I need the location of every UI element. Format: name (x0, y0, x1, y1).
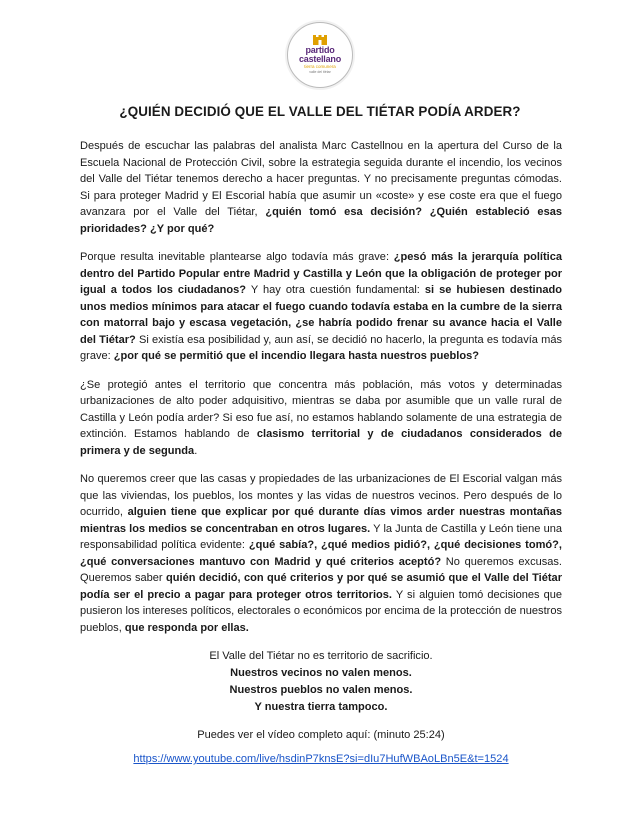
p3-bold-b: clasismo territorial y de ciudadanos considerados de primera y de segunda (80, 428, 562, 457)
p4-text-e: No queremos excusas. Queremos saber (80, 555, 562, 584)
logo-line-3: tierra comunera (304, 64, 336, 69)
video-link[interactable]: https://www.youtube.com/live/hsdinP7knsE?si=dIu7HufWBAoLBn5E&t=1524 (133, 753, 509, 765)
p2-bold-f: ¿por qué se permitió que el incendio llegara hasta nuestros pueblos? (113, 350, 480, 362)
closing-line-4: Y nuestra tierra tampoco. (254, 701, 388, 713)
p4-text-g: Y si alguien tomó decisiones que pusieron los intereses políticos, electorales o económicos por encima de la protección de nuestros pueblos, (80, 588, 562, 634)
logo-line-4: valle del tiétar (309, 70, 331, 74)
p4-bold-h: que responda por ellas. (124, 621, 249, 634)
p3-text-c: . (194, 444, 198, 457)
p2-text-c: Y hay otra cuestión fundamental: (246, 284, 425, 296)
p4-text-c: Y la Junta de Castilla y León tiene una responsabilidad política evidente: (80, 522, 562, 551)
p1-text: Después de escuchar las palabras del analista Marc Castellnou en la apertura del Curso de la Escuela Nacional de Protección Civil, sobre la estrategia seguida durante el incendio, los vecinos del Valle del Tiétar tenemos derecho a hacer preguntas. Y no precisamente preguntas cómodas. Si para proteger Madrid y El Escorial había que asumir un «coste» y ese coste era que el fuego avanzara por el Valle del Tiétar, (80, 140, 562, 218)
p4-bold-f: quién decidió, con qué criterios y por qué se asumió que el Valle del Tiétar podía ser el precio a pagar para proteger otros territorios. (80, 572, 562, 601)
p4-text-a: No queremos creer que las casas y propiedades de las urbanizaciones de El Escorial valgan más que las viviendas, los pueblos, los montes y las vidas de nuestros vecinos. Pero después de lo ocurrido, (80, 473, 562, 518)
p2-bold-b: ¿pesó más la jerarquía política dentro del Partido Popular entre Madrid y Castilla y León que la obligación de proteger por igual a todos los ciudadanos? (80, 251, 562, 296)
paragraph-4 (80, 471, 562, 636)
paragraph-1 (80, 138, 562, 237)
p4-bold-b: alguien tiene que explicar por qué durante días vimos arder nuestras montañas mientras los medios se concentraban en otros lugares. (80, 506, 562, 535)
closing-line-2: Nuestros vecinos no valen menos. (230, 667, 412, 679)
closing-statement (80, 648, 562, 716)
p3-text-a: ¿Se protegió antes el territorio que concentra más población, más votos y determinadas urbanizaciones de alto poder adquisitivo, mientras se daba por asumible que un valle rural de Castilla y León podía arder? Si eso fue así, no estamos hablando solamente de una estrategia de extinción. Estamos hablando de (80, 378, 562, 440)
p2-text-a: Porque resulta inevitable plantearse algo todavía más grave: (80, 251, 394, 263)
logo-line-2: castellano (298, 54, 342, 64)
p2-bold-d: si se hubiesen destinado unos medios mínimos para atacar el fuego cuando todavía estaba en la cumbre de la sierra con matorral bajo y escasa vegetación, ¿se habría podido frenar su avance hacia el Valle del Tiétar? (80, 284, 563, 346)
document-body (80, 138, 562, 765)
document-title: ¿QUIÉN DECIDIÓ QUE EL VALLE DEL TIÉTAR PODÍA ARDER? (119, 104, 521, 119)
p4-bold-d: ¿qué sabía?, ¿qué medios pidió?, ¿qué decisiones tomó?, ¿qué conversaciones mantuvo con Madrid y qué criterios aceptó? (80, 539, 562, 568)
p2-text-e: Si existía esa posibilidad y, aun así, se decidió no hacerlo, la pregunta es todavía más grave: (80, 333, 562, 362)
logo-line-1: partido (305, 45, 335, 55)
paragraph-3 (80, 377, 562, 460)
closing-line-3: Nuestros pueblos no valen menos. (229, 684, 413, 696)
paragraph-2 (80, 249, 562, 365)
video-note: Puedes ver el vídeo completo aquí: (minuto 25:24) (197, 729, 445, 741)
party-logo (287, 22, 353, 88)
p1-bold: ¿quién tomó esa decisión? ¿Quién estableció esas prioridades? ¿Y por qué? (80, 206, 563, 235)
closing-line-1: El Valle del Tiétar no es territorio de sacrificio. (209, 650, 433, 662)
castle-icon (313, 35, 327, 45)
